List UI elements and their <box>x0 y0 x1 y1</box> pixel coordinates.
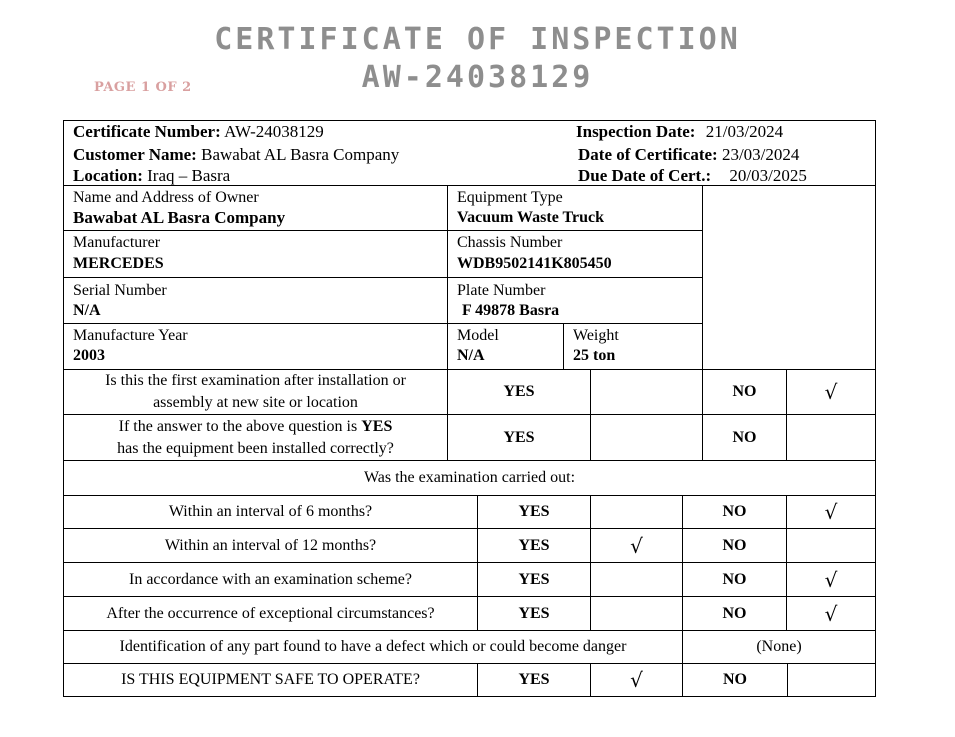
exam-yes-box <box>590 596 683 631</box>
cert-date-line <box>578 145 799 165</box>
cert-number-label: Certificate Number: <box>73 122 221 141</box>
location-label: Location: <box>73 166 143 185</box>
chassis-value: WDB9502141K805450 <box>457 255 612 272</box>
blank-side-cell <box>702 185 876 370</box>
safe-no-label: NO <box>682 663 788 697</box>
check-mark-icon: √ <box>824 380 838 404</box>
customer-value: Bawabat AL Basra Company <box>201 145 400 164</box>
manufacturer-value: MERCEDES <box>73 255 164 272</box>
exam-no-box <box>786 495 876 529</box>
exam-no-label: NO <box>682 562 787 597</box>
equipment-type-label: Equipment Type <box>457 189 563 206</box>
inspection-date-line <box>576 122 783 142</box>
first-exam-yes-box <box>590 369 703 415</box>
due-date-line <box>578 166 807 186</box>
year-label: Manufacture Year <box>73 327 188 344</box>
exam-no-box <box>786 562 876 597</box>
model-label: Model <box>457 327 499 344</box>
location-line <box>73 166 230 186</box>
model-value: N/A <box>457 347 485 364</box>
exam-yes-box <box>590 528 683 563</box>
exam-yes-label: YES <box>477 596 591 631</box>
cert-date-value: 23/03/2024 <box>721 145 800 164</box>
page-indicator: PAGE 1 OF 2 <box>94 80 192 95</box>
exam-no-label: NO <box>682 495 787 529</box>
safe-yes-label: YES <box>477 663 591 697</box>
safe-question: IS THIS EQUIPMENT SAFE TO OPERATE? <box>63 663 478 697</box>
first-exam-no-label: NO <box>702 369 787 415</box>
exam-question: In accordance with an examination scheme? <box>63 562 478 597</box>
exam-question: Within an interval of 6 months? <box>63 495 478 529</box>
installed-no-box <box>786 414 876 461</box>
exam-no-box <box>786 596 876 631</box>
owner-value: Bawabat AL Basra Company <box>73 208 286 227</box>
exam-heading: Was the examination carried out: <box>63 460 876 496</box>
exam-no-label: NO <box>682 528 787 563</box>
installed-yes-label: YES <box>447 414 591 461</box>
cert-number-line <box>73 122 324 142</box>
exam-no-box <box>786 528 876 563</box>
due-date-label: Due Date of Cert.: <box>578 166 712 185</box>
check-mark-icon: √ <box>824 500 838 524</box>
exam-yes-box <box>590 562 683 597</box>
inspection-date-value: 21/03/2024 <box>705 122 784 141</box>
certificate-number-title: AW-24038129 <box>361 60 594 95</box>
inspection-date-label: Inspection Date: <box>576 122 696 141</box>
first-exam-no-box <box>786 369 876 415</box>
plate-value: F 49878 Basra <box>462 302 560 319</box>
installed-no-label: NO <box>702 414 787 461</box>
equipment-type-value: Vacuum Waste Truck <box>457 209 604 226</box>
owner-label: Name and Address of Owner <box>73 189 259 206</box>
exam-question: Within an interval of 12 months? <box>63 528 478 563</box>
weight-label: Weight <box>573 327 619 344</box>
defect-question: Identification of any part found to have a defect which or could become danger <box>63 630 683 664</box>
safe-no-box <box>787 663 876 697</box>
customer-line <box>73 145 399 165</box>
due-date-value: 20/03/2025 <box>729 166 807 185</box>
serial-value: N/A <box>73 302 101 319</box>
certificate-title: CERTIFICATE OF INSPECTION <box>214 22 741 57</box>
serial-label: Serial Number <box>73 282 167 299</box>
check-mark-icon: √ <box>630 668 643 692</box>
first-exam-question: Is this the first examination after installation or assembly at new site or location <box>63 369 448 415</box>
safe-yes-box <box>590 663 683 697</box>
q2-text-2: has the equipment been installed correctly? <box>117 439 394 457</box>
chassis-label: Chassis Number <box>457 234 563 251</box>
check-mark-icon: √ <box>824 601 838 626</box>
exam-no-label: NO <box>682 596 787 631</box>
exam-yes-label: YES <box>477 562 591 597</box>
customer-label: Customer Name: <box>73 145 197 164</box>
year-value: 2003 <box>73 347 105 364</box>
cert-number-value: AW-24038129 <box>224 122 324 141</box>
exam-yes-box <box>590 495 683 529</box>
exam-yes-label: YES <box>477 495 591 529</box>
location-value: Iraq – Basra <box>147 166 231 185</box>
defect-answer: (None) <box>682 630 876 664</box>
manufacturer-label: Manufacturer <box>73 234 161 251</box>
q2-text-1: If the answer to the above question is <box>118 417 358 435</box>
check-mark-icon: √ <box>630 533 643 558</box>
check-mark-icon: √ <box>824 567 838 592</box>
exam-yes-label: YES <box>477 528 591 563</box>
q2-text-bold: YES <box>361 417 393 435</box>
plate-label: Plate Number <box>457 282 546 299</box>
weight-value: 25 ton <box>573 347 616 364</box>
first-exam-yes-label: YES <box>447 369 591 415</box>
installed-yes-box <box>590 414 703 461</box>
cert-date-label: Date of Certificate: <box>578 145 718 164</box>
exam-question: After the occurrence of exceptional circumstances? <box>63 596 478 631</box>
installed-correctly-question <box>63 414 448 461</box>
